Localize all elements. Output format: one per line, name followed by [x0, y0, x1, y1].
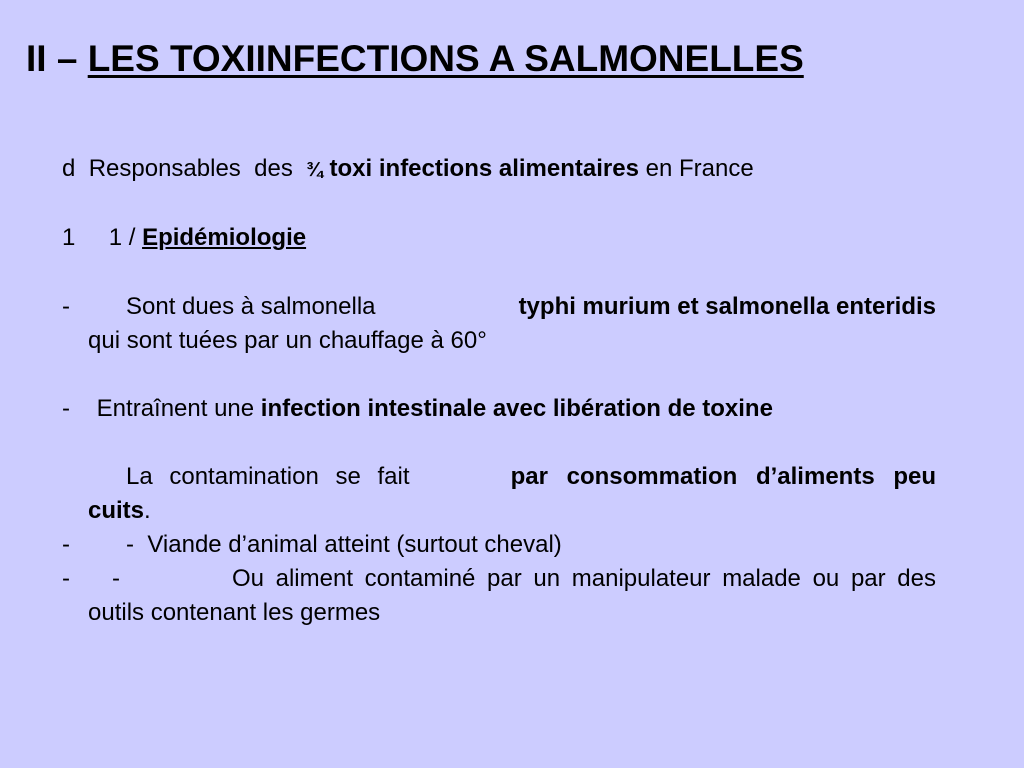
intro-line	[62, 152, 754, 187]
item1-text: Viande d’animal atteint (surtout cheval)	[147, 531, 562, 558]
intro-text-end: en France	[638, 155, 754, 182]
item2-sub-bullet: -	[112, 565, 120, 592]
section-number: 1	[62, 224, 76, 251]
intro-bullet: d	[62, 155, 76, 182]
p3-text: La contamination se fait	[126, 463, 427, 490]
p1-line2: qui sont tuées par un chauffage à 60°	[88, 327, 487, 354]
section-prefix: 1 /	[108, 224, 143, 251]
list-item-1	[62, 528, 562, 562]
list-item-2	[62, 562, 936, 630]
intro-text: Responsables des	[88, 155, 307, 182]
paragraph-2	[62, 392, 773, 426]
intro-bold: toxi infections alimentaires	[322, 155, 639, 182]
p3-bold-a: par consommation d’aliments peu	[510, 463, 936, 490]
slide-title	[26, 36, 804, 82]
section-title: Epidémiologie	[142, 224, 307, 251]
p3-text-end: .	[144, 497, 151, 524]
title-main: LES TOXIINFECTIONS A SALMONELLES	[87, 38, 804, 79]
item2-bullet: -	[62, 565, 70, 592]
p2-bold: infection intestinale avec libération de toxine	[260, 395, 773, 422]
paragraph-1	[62, 290, 936, 358]
item2-text-line1: Ou aliment contaminé par un manipulateur malade ou par des	[231, 565, 936, 592]
p3-bold-b: cuits	[88, 497, 145, 524]
p2-bullet: -	[62, 395, 70, 422]
p1-text: Sont dues à salmonella	[126, 293, 383, 320]
p2-text: Entraînent une	[96, 395, 261, 422]
item1-bullet: -	[62, 531, 70, 558]
section-heading	[62, 221, 306, 255]
item1-sub-bullet: -	[126, 531, 134, 558]
title-prefix: II –	[26, 38, 88, 79]
paragraph-3	[88, 460, 936, 528]
p1-bold: typhi murium et salmonella enteridis	[518, 293, 936, 320]
intro-fraction: ¾	[306, 159, 323, 181]
p1-bullet: -	[62, 293, 70, 320]
item2-text-line2: outils contenant les germes	[88, 599, 381, 626]
